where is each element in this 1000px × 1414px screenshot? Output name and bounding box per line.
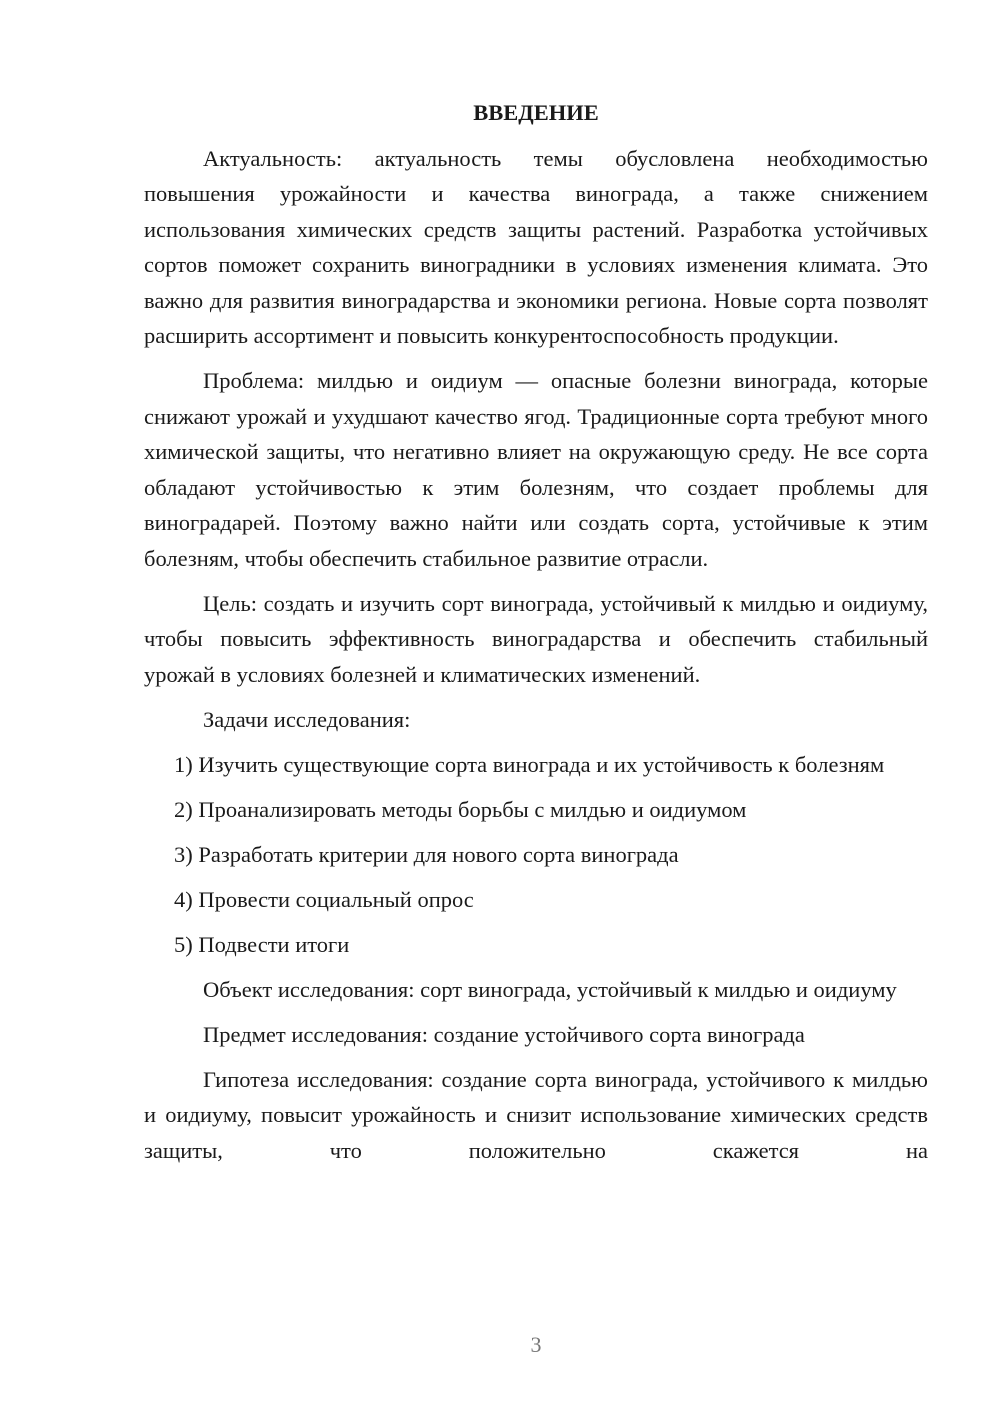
relevance-paragraph: Актуальность: актуальность темы обусловлена необходимостью повышения урожайности и качества винограда, а также снижением использования химических средств защиты растений. Разработка устойчивых сортов поможет сохранить виноградники в условиях изменения климата. Это важно для развития виноградарства и экономики региона. Новые сорта позволят расширить ассортимент и повысить конкурентоспособность продукции.	[144, 145, 928, 348]
task-item: 3) Разработать критерии для нового сорта винограда	[174, 841, 679, 867]
tasks-heading: Задачи исследования:	[203, 706, 411, 732]
goal-paragraph: Цель: создать и изучить сорт винограда, устойчивый к милдью и оидиуму, чтобы повысить эффективность виноградарства и обеспечить стабильный урожай в условиях болезней и климатических изменений.	[144, 590, 928, 687]
document-body	[144, 95, 928, 1178]
task-item: 4) Провести социальный опрос	[174, 886, 474, 912]
page-title: ВВЕДЕНИЕ	[473, 100, 599, 125]
problem-paragraph: Проблема: милдью и оидиум — опасные болезни винограда, которые снижают урожай и ухудшают качество ягод. Традиционные сорта требуют много химической защиты, что негативно влияет на окружающую среду. Не все сорта обладают устойчивостью к этим болезням, что создает проблемы для виноградарей. Поэтому важно найти или создать сорта, устойчивые к этим болезням, чтобы обеспечить стабильное развитие отрасли.	[144, 368, 928, 571]
object-paragraph: Объект исследования: сорт винограда, устойчивый к милдью и оидиуму	[203, 976, 897, 1002]
page-number: 3	[530, 1332, 542, 1357]
task-item: 5) Подвести итоги	[174, 931, 350, 957]
task-item: 2) Проанализировать методы борьбы с милдью и оидиумом	[174, 796, 747, 822]
subject-paragraph: Предмет исследования: создание устойчивого сорта винограда	[203, 1021, 805, 1047]
hypothesis-paragraph: Гипотеза исследования: создание сорта винограда, устойчивого к милдью и оидиуму, повысит урожайность и снизит использование химических средств защиты, что положительно скажется на	[144, 1066, 928, 1163]
task-item: 1) Изучить существующие сорта винограда и их устойчивость к болезням	[174, 751, 885, 777]
